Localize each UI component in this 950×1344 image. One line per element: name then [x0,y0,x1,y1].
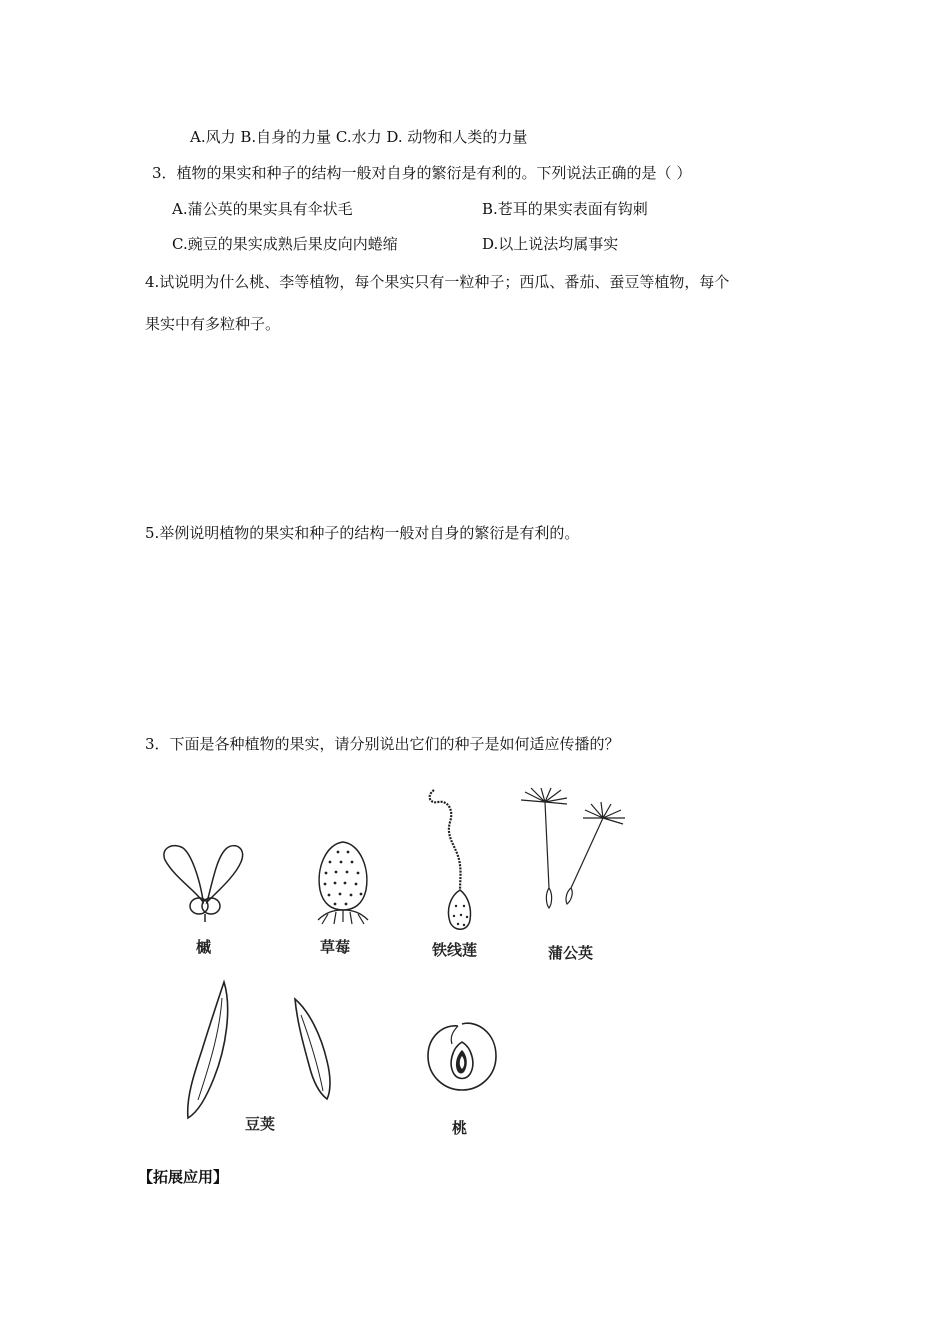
q3-option-d: D.以上说法均属事实 [482,235,619,253]
dandelion-drawing [515,788,630,918]
clematis-drawing [420,786,480,936]
q3-option-b: B.苍耳的果实表面有钩刺 [482,200,648,218]
q4-line1: 4.试说明为什么桃、李等植物，每个果实只有一粒种子；西瓜、番茄、蚕豆等植物，每个 [145,273,730,291]
q2-options: A.风力 B.自身的力量 C.水力 D. 动物和人类的力量 [190,128,528,146]
peach-drawing [422,1018,502,1093]
pod-label: 豆荚 [245,1115,276,1133]
maple-label: 槭 [196,938,212,956]
pod-drawing-1 [180,978,240,1123]
q5-stem: 5.举例说明植物的果实和种子的结构一般对自身的繁衍是有利的。 [145,524,580,542]
clematis-label: 铁线莲 [432,941,478,959]
peach-label: 桃 [452,1119,468,1137]
strawberry-label: 草莓 [320,938,351,956]
maple-fruit-drawing [155,840,250,925]
section-heading: 【拓展应用】 [138,1168,229,1186]
q3-stem: 3．植物的果实和种子的结构一般对自身的繁衍是有利的。下列说法正确的是（ ） [152,164,692,182]
q4-line2: 果实中有多粒种子。 [145,315,281,333]
q3b-stem: 3．下面是各种植物的果实，请分别说出它们的种子是如何适应传播的？ [145,735,620,753]
q3-option-a: A.蒲公英的果实具有伞状毛 [172,200,353,218]
dandelion-label: 蒲公英 [548,944,594,962]
strawberry-drawing [308,838,378,928]
q3-option-c: C.豌豆的果实成熟后果皮向内蜷缩 [172,235,398,253]
pod-drawing-2 [285,995,340,1105]
